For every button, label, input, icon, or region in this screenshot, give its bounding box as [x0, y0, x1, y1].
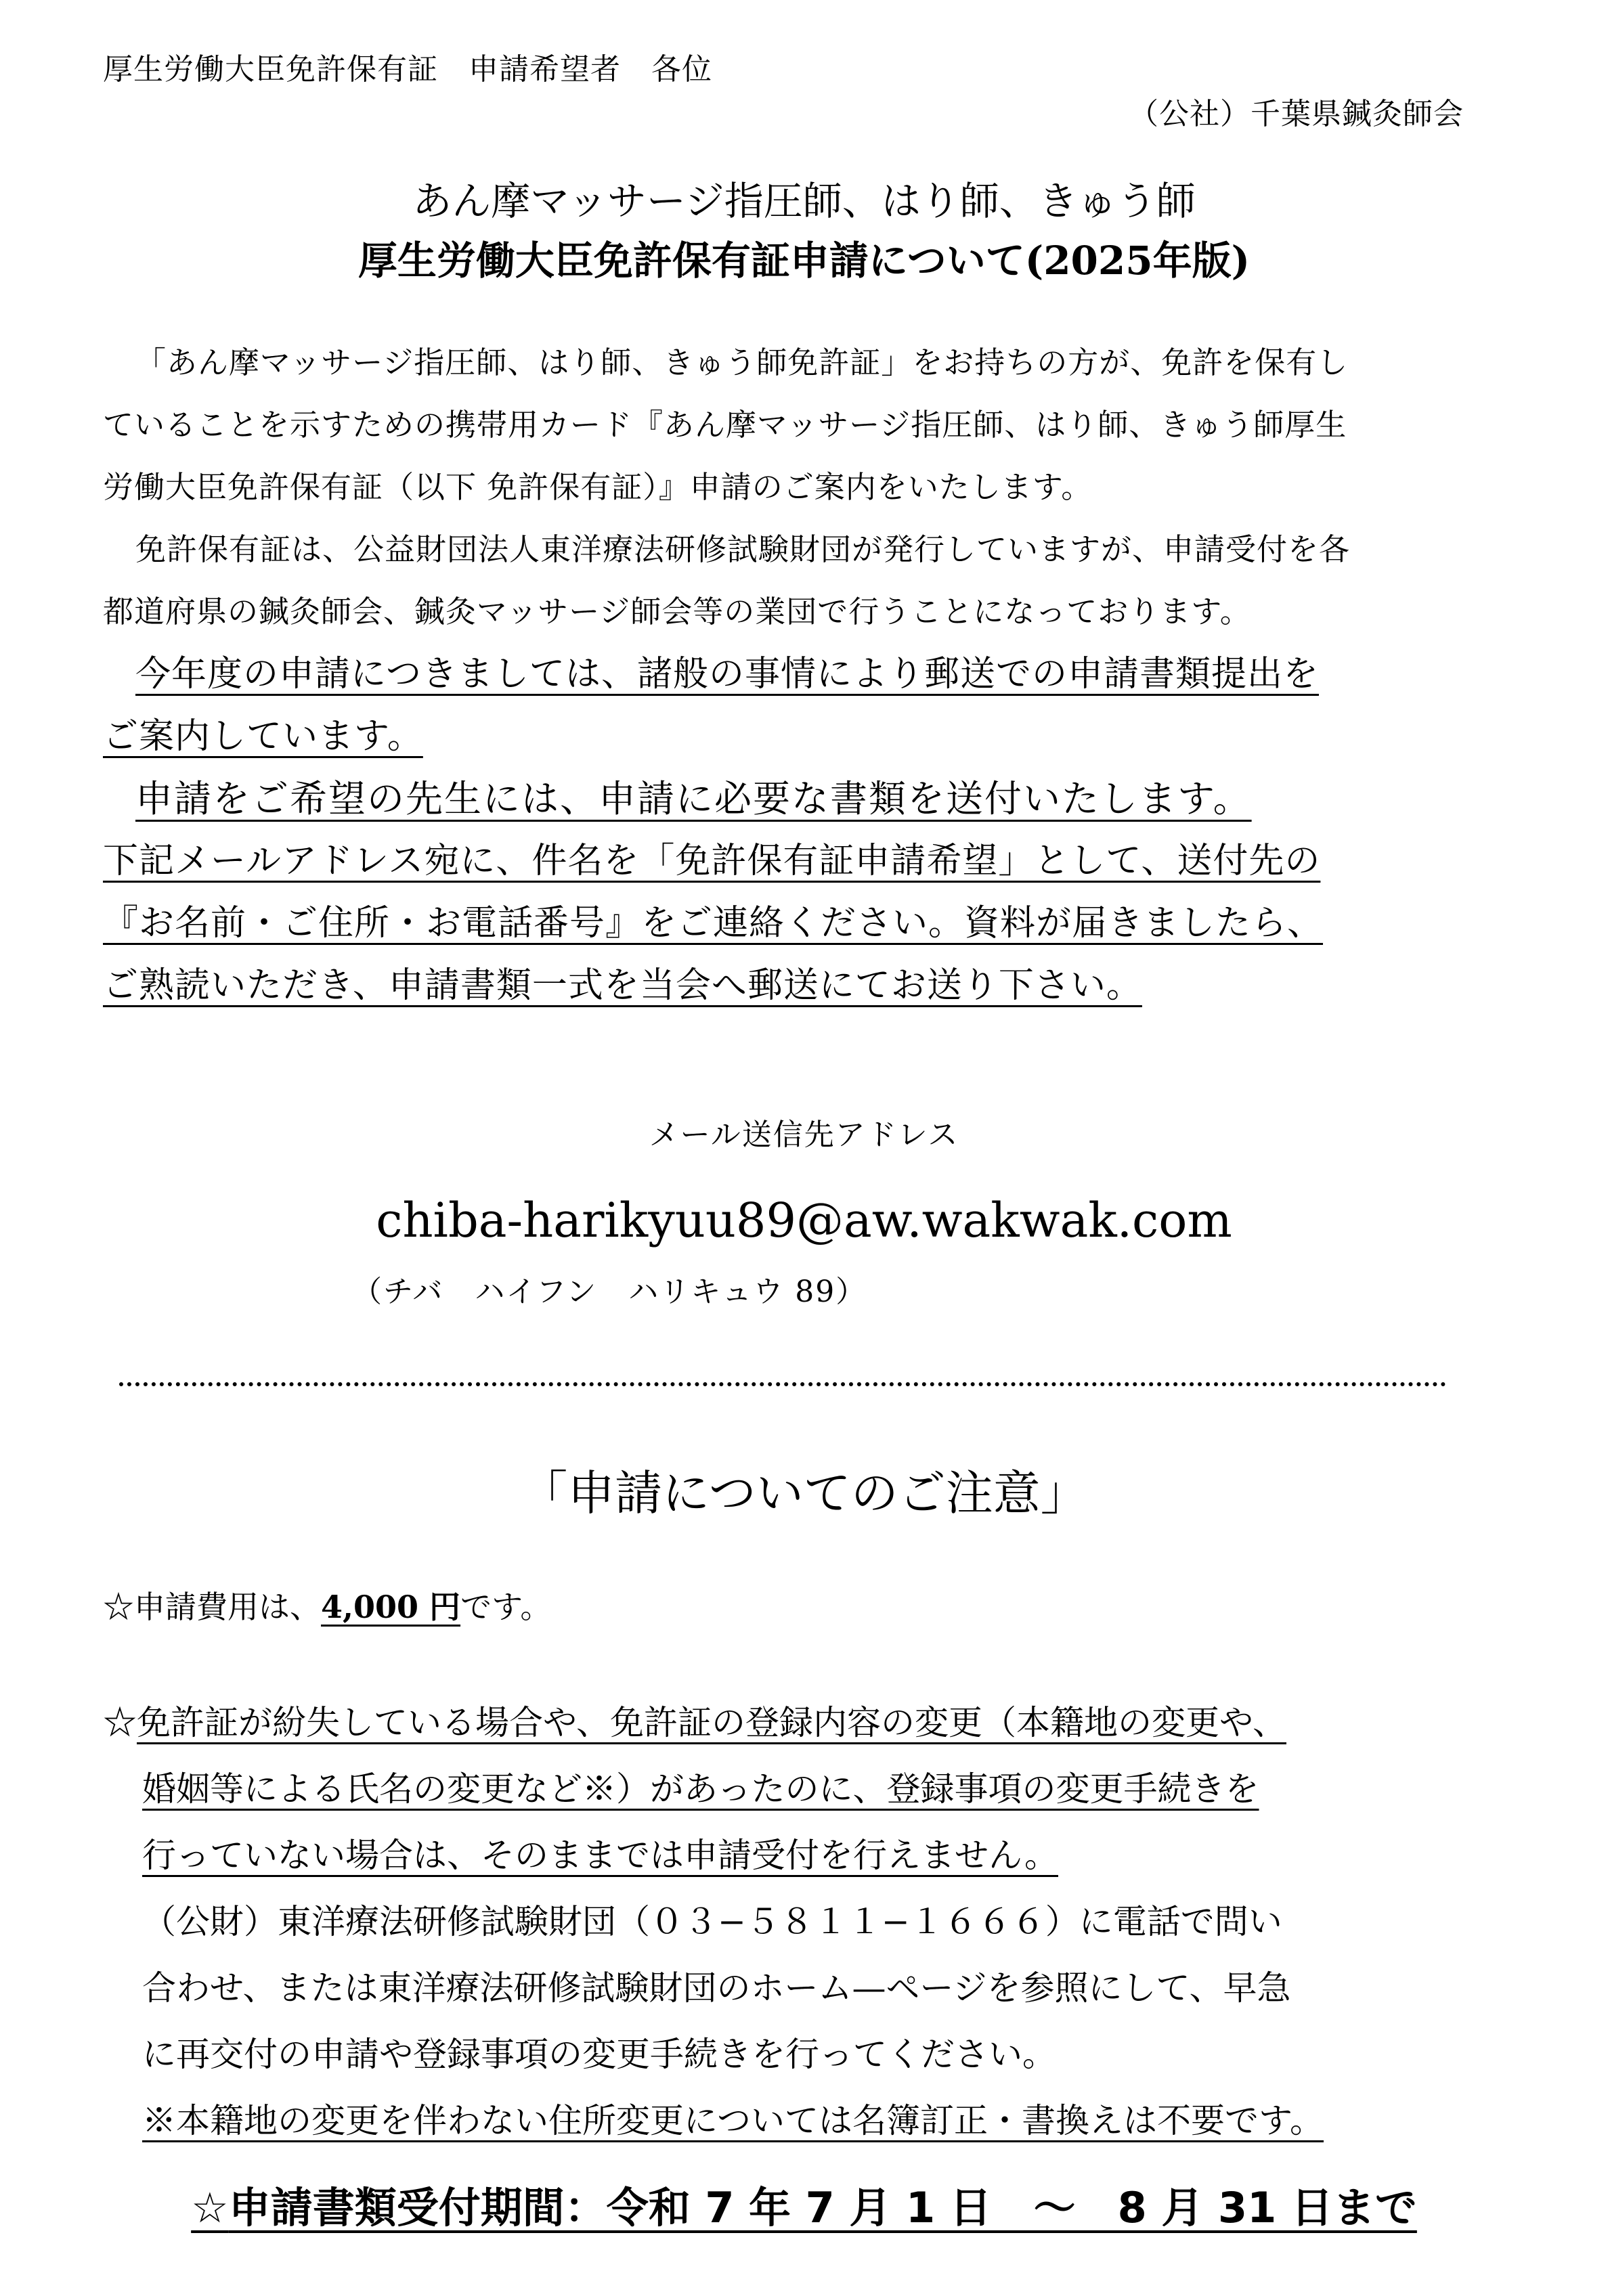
sender-organization: （公社）千葉県鍼灸師会	[1129, 97, 1464, 131]
fee-line	[103, 1583, 551, 1627]
address-change-note: ※本籍地の変更を伴わない住所変更については名簿訂正・書換えは不要です。	[142, 2101, 1324, 2140]
notice-title: 「申請についてのご注意」	[520, 1465, 1088, 1521]
intro-line: ていることを示すための携帯用カード『あん摩マッサージ指圧師、はり師、きゅう師厚生	[103, 407, 1347, 443]
application-period-text: 申請書類受付期間：令和 7 年 7 月 1 日 ～ 8 月 31 日まで	[228, 2183, 1417, 2232]
application-period	[0, 2174, 1608, 2234]
warning-section	[103, 1690, 1559, 2154]
document-title-line-1: あん摩マッサージ指圧師、はり師、きゅう師	[412, 178, 1196, 224]
request-instruction-line: 『お名前・ご住所・お電話番号』をご連絡ください。資料が届きましたら、	[103, 903, 1324, 944]
contact-line: に再交付の申請や登録事項の変更手続きを行ってください。	[142, 2035, 1056, 2074]
mail-notice-line: 今年度の申請につきましては、諸般の事情により郵送での申請書類提出を	[135, 654, 1319, 694]
addressee: 厚生労働大臣免許保有証 申請希望者 各位	[103, 52, 712, 87]
intro-line: 労働大臣免許保有証（以下 免許保有証）』申請のご案内をいたします。	[103, 469, 1093, 505]
document-title-line-2: 厚生労働大臣免許保有証申請について(2025年版)	[357, 238, 1251, 284]
warning-line: 行っていない場合は、そのままでは申請受付を行えません。	[142, 1836, 1058, 1875]
contact-line: 合わせ、または東洋療法研修試験財団のホーム—ページを参照にして、早急	[142, 1968, 1291, 2008]
star-icon: ☆	[103, 1703, 137, 1742]
fee-suffix: です。	[460, 1589, 552, 1625]
mail-address-reading: （チバ ハイフン ハリキュウ 89）	[352, 1275, 867, 1309]
contact-line: （公財）東洋療法研修試験財団（０３−５８１１−１６６６）に電話で問い	[142, 1902, 1282, 1941]
intro-line: 都道府県の鍼灸師会、鍼灸マッサージ師会等の業団で行うことになっております。	[103, 594, 1251, 630]
warning-line: 婚姻等による氏名の変更など※）があったのに、登録事項の変更手続きを	[142, 1769, 1259, 1809]
fee-prefix: ☆申請費用は、	[103, 1589, 321, 1625]
intro-line: 免許保有証は、公益財団法人東洋療法研修試験財団が発行していますが、申請受付を各	[135, 531, 1351, 567]
request-instruction-line: 下記メールアドレス宛に、件名を「免許保有証申請希望」として、送付先の	[103, 841, 1321, 881]
intro-line: 「あん摩マッサージ指圧師、はり師、きゅう師免許証」をお持ちの方が、免許を保有し	[135, 345, 1349, 380]
send-documents-line: 申請をご希望の先生には、申請に必要な書類を送付いたします。	[135, 777, 1252, 820]
warning-line: 免許証が紛失している場合や、免許証の登録内容の変更（本籍地の変更や、	[137, 1703, 1286, 1742]
intro-section	[103, 332, 1525, 1017]
star-icon: ☆	[191, 2183, 229, 2232]
fee-amount: 4,000 円	[321, 1589, 461, 1625]
request-instruction-line: ご熟読いただき、申請書類一式を当会へ郵送にてお送り下さい。	[103, 965, 1142, 1006]
mail-address-link[interactable]: chiba-harikyuu89@aw.wakwak.com	[376, 1193, 1232, 1248]
mail-address-label: メール送信先アドレス	[649, 1118, 959, 1152]
mail-notice-line: ご案内しています。	[103, 716, 423, 757]
dotted-divider	[119, 1382, 1446, 1386]
